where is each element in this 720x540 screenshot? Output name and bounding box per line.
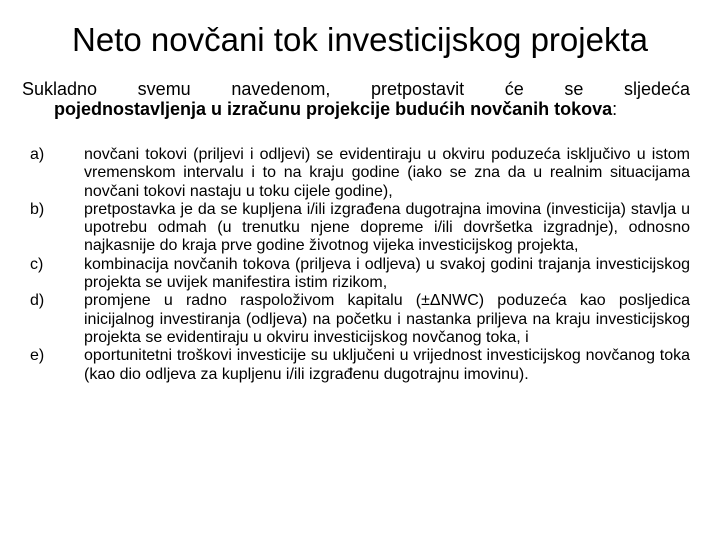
list-item bbox=[26, 201, 690, 256]
list-marker: d) bbox=[30, 292, 45, 310]
list-marker: c) bbox=[30, 255, 44, 273]
intro-paragraph bbox=[22, 79, 690, 119]
slide-title: Neto novčani tok investicijskog projekta bbox=[72, 21, 648, 58]
list-item-text: novčani tokovi (priljevi i odljevi) se evidentiraju u okviru poduzeća isključivo u istom vremenskom intervalu i to na kraju godine (iako se zna da u realnim situacijama novčani tokovi nastaju u toku cijele godine), bbox=[84, 146, 690, 200]
list-marker: e) bbox=[30, 347, 45, 365]
intro-lead-text: Sukladno svemu navedenom, pretpostavit će se sljedeća bbox=[22, 79, 690, 99]
list-item bbox=[26, 146, 690, 201]
list-item bbox=[26, 347, 690, 384]
list-item-text: oportunitetni troškovi investicije su uključeni u vrijednost investicijskog novčanog toka (kao dio odljeva za kupljenu i/ili izgrađenu dugotrajnu imovinu). bbox=[84, 347, 690, 383]
intro-colon: : bbox=[612, 99, 618, 119]
list-item-text: pretpostavka je da se kupljena i/ili izgrađena dugotrajna imovina (investicija) stavlja u upotrebu odmah (u trenutku njene dopreme i/ili dovršetka izgradnje), odnosno najkasnije do kraja prve godine životnog vijeka investicijskog projekta, bbox=[84, 200, 690, 255]
list-item-text: promjene u radno raspoloživom kapitalu (±ΔNWC) poduzeća kao posljedica inicijalnog investiranja (odljeva) na početku i nastanka priljeva na kraju investicijskog projekta se evidentiraju u okviru investicijskog novčanog toka, i bbox=[84, 292, 690, 346]
assumption-list bbox=[26, 146, 690, 384]
list-item bbox=[26, 256, 690, 293]
intro-bold-line bbox=[22, 99, 690, 119]
list-item bbox=[26, 292, 690, 347]
list-marker: a) bbox=[30, 146, 45, 163]
list-marker: b) bbox=[30, 200, 45, 218]
intro-bold-text: pojednostavljenja u izračunu projekcije budućih novčanih tokova bbox=[54, 99, 613, 119]
list-item-text: kombinacija novčanih tokova (priljeva i odljeva) u svakoj godini trajanja investicijskog projekta se uvijek manifestira istim rizikom, bbox=[84, 255, 690, 292]
